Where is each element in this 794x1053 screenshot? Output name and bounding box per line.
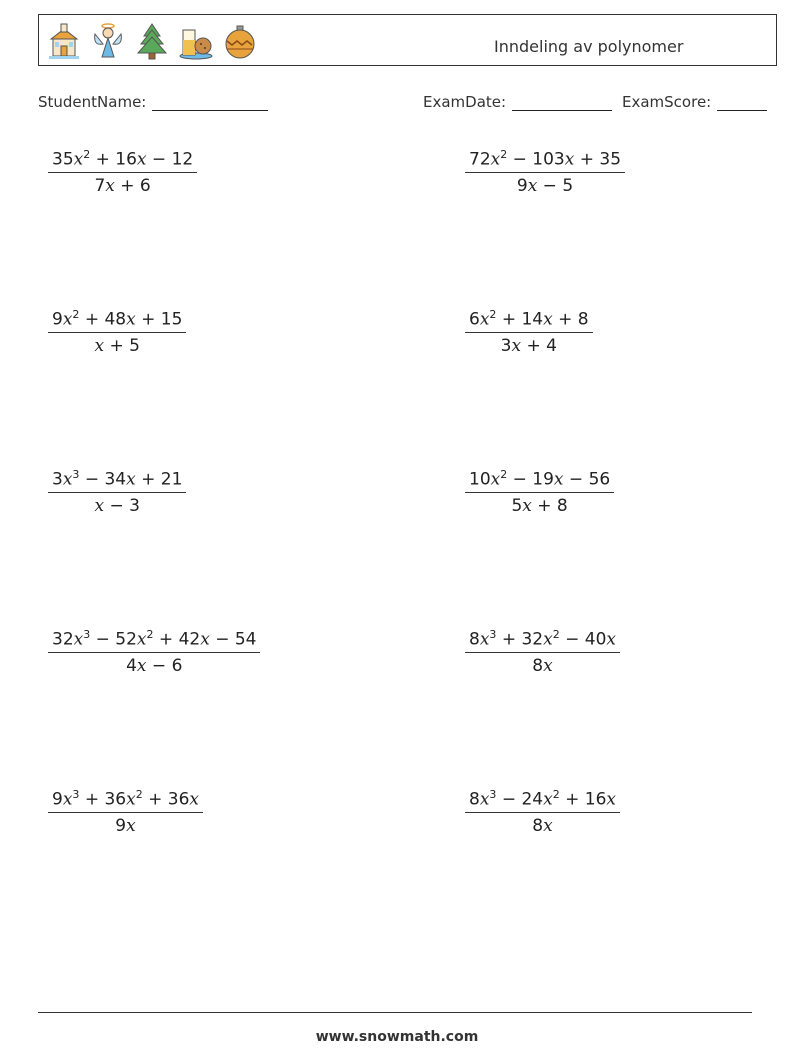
- header-icons: [47, 22, 257, 60]
- numerator: $8x^3 + 32x^2 - 40x$: [469, 628, 616, 650]
- numerator: $9x^3 + 36x^2 + 36x$: [52, 788, 199, 810]
- christmas-tree-icon: [135, 22, 169, 60]
- student-name-field[interactable]: [38, 93, 268, 111]
- fraction-problem-1: [48, 148, 197, 196]
- denominator: 9x: [115, 815, 136, 836]
- fraction-problem-5: [48, 468, 186, 516]
- numerator: $10x^2 - 19x - 56$: [469, 468, 611, 490]
- fraction-problem-9: [48, 788, 203, 836]
- exam-date-field[interactable]: [423, 93, 612, 111]
- angel-icon: [91, 22, 125, 60]
- worksheet-title: Inndeling av polynomer: [494, 37, 684, 56]
- denominator: 4x − 6: [126, 655, 183, 676]
- exam-score-field[interactable]: [622, 93, 767, 111]
- church-icon: [47, 22, 81, 60]
- student-name-label: StudentName:: [38, 93, 147, 111]
- footer-site: www.snowmath.com: [315, 1029, 479, 1045]
- exam-date-blank[interactable]: [512, 95, 612, 111]
- denominator: 9x − 5: [516, 175, 574, 196]
- numerator: $3x^3 - 34x + 21$: [52, 468, 183, 490]
- fraction-problem-7: [48, 628, 260, 676]
- fraction-problem-8: [465, 628, 620, 676]
- student-name-blank[interactable]: [152, 95, 268, 111]
- fraction-problem-2: [465, 148, 625, 196]
- fraction-problem-6: [465, 468, 614, 516]
- numerator: $32x^3 - 52x^2 + 42x - 54$: [52, 628, 257, 650]
- milk-and-cookie-icon: [179, 22, 213, 60]
- denominator: 7x + 6: [94, 175, 151, 196]
- footer-divider: [38, 1012, 752, 1013]
- fraction-problem-10: [465, 788, 620, 836]
- exam-score-label: ExamScore:: [622, 93, 712, 111]
- denominator: 5x + 8: [511, 495, 568, 516]
- numerator: $35x^2 + 16x - 12$: [52, 148, 194, 170]
- ornament-ball-icon: [223, 22, 257, 60]
- fraction-problem-4: [465, 308, 593, 356]
- numerator: $6x^2 + 14x + 8$: [469, 308, 589, 330]
- denominator: 8x: [532, 655, 553, 676]
- numerator: $9x^2 + 48x + 15$: [52, 308, 183, 330]
- numerator: $72x^2 - 103x + 35$: [469, 148, 622, 170]
- fraction-problem-3: [48, 308, 186, 356]
- denominator: 8x: [532, 815, 553, 836]
- denominator: 3x + 4: [500, 335, 557, 356]
- exam-score-blank[interactable]: [717, 95, 767, 111]
- denominator: x + 5: [94, 335, 140, 356]
- exam-date-label: ExamDate:: [423, 93, 507, 111]
- header-box: [38, 14, 777, 66]
- denominator: x − 3: [94, 495, 140, 516]
- numerator: $8x^3 - 24x^2 + 16x$: [469, 788, 616, 810]
